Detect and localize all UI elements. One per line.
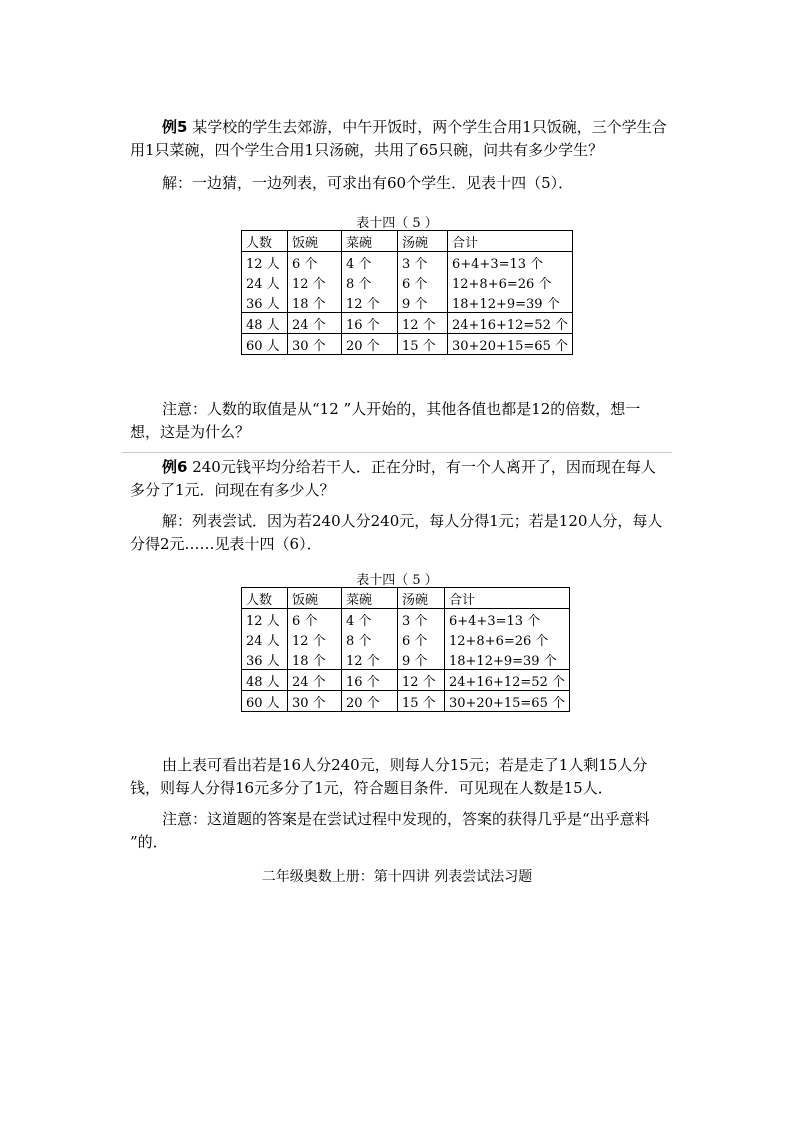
table-cell: 18 个 — [288, 649, 342, 670]
table-header: 汤碗 — [398, 231, 448, 252]
table-cell: 4 个 — [342, 609, 398, 630]
table-cell: 60 人 — [242, 691, 288, 712]
example-6-conclusion: 由上表可看出若是16人分240元，则每人分15元；若是走了1人剩15人分钱，则每人分得16元多分了1元，符合题目条件．可见现在人数是15人． — [130, 756, 648, 797]
table-cell: 15 个 — [398, 334, 448, 355]
table-cell: 12 个 — [342, 292, 398, 313]
table-row — [242, 670, 570, 691]
table-header: 合计 — [445, 588, 570, 609]
table-cell: 24 人 — [242, 629, 288, 649]
table-cell: 6 个 — [398, 272, 448, 292]
table-cell: 30 个 — [288, 334, 342, 355]
table-row — [242, 231, 573, 252]
table-cell: 9 个 — [398, 292, 448, 313]
table-cell: 18 个 — [288, 292, 342, 313]
table-cell: 15 个 — [398, 691, 445, 712]
table-cell: 48 人 — [242, 313, 288, 334]
table-cell: 36 人 — [242, 649, 288, 670]
table-cell: 12 人 — [242, 609, 288, 630]
table-2-caption: 表十四（ 5 ） — [356, 573, 438, 588]
table-cell: 20 个 — [342, 334, 398, 355]
table-cell: 12 个 — [398, 313, 448, 334]
table-row — [242, 609, 570, 630]
table-header: 菜碗 — [342, 231, 398, 252]
table-cell: 24+16+12=52 个 — [445, 670, 570, 691]
example-6-problem — [130, 456, 670, 502]
example-5-problem — [130, 116, 670, 162]
table-cell: 12 个 — [398, 670, 445, 691]
table-cell: 3 个 — [398, 252, 448, 273]
table-cell: 12+8+6=26 个 — [445, 629, 570, 649]
table-cell: 9 个 — [398, 649, 445, 670]
table-row — [242, 588, 570, 609]
table-header: 菜碗 — [342, 588, 398, 609]
table-cell: 36 人 — [242, 292, 288, 313]
table-cell: 12 个 — [288, 272, 342, 292]
table-cell: 4 个 — [342, 252, 398, 273]
table-cell: 8 个 — [342, 629, 398, 649]
table-2 — [241, 587, 570, 712]
table-row — [242, 334, 573, 355]
table-cell: 24 人 — [242, 272, 288, 292]
table-cell: 6 个 — [398, 629, 445, 649]
table-header: 人数 — [242, 231, 288, 252]
table-row — [242, 272, 573, 292]
example-6-text: 240元钱平均分给若干人．正在分时，有一个人离开了，因而现在每人多分了1元．问现在有多少人？ — [130, 458, 656, 499]
table-cell: 18+12+9=39 个 — [445, 649, 570, 670]
table-cell: 24 个 — [288, 313, 342, 334]
table-row — [242, 313, 573, 334]
table-header: 饭碗 — [288, 588, 342, 609]
table-header: 汤碗 — [398, 588, 445, 609]
table-cell: 24 个 — [288, 670, 342, 691]
example-5-solution: 解：一边猜，一边列表，可求出有60个学生．见表十四（5）． — [162, 174, 574, 192]
table-row — [242, 629, 570, 649]
table-cell: 30+20+15=65 个 — [445, 691, 570, 712]
example-6-label: 例6 — [162, 458, 188, 476]
example-5-label: 例5 — [162, 118, 188, 136]
table-cell: 60 人 — [242, 334, 288, 355]
table-cell: 30+20+15=65 个 — [448, 334, 573, 355]
table-row — [242, 252, 573, 273]
table-cell: 12 人 — [242, 252, 288, 273]
table-cell: 6+4+3=13 个 — [448, 252, 573, 273]
table-row — [242, 292, 573, 313]
table-cell: 3 个 — [398, 609, 445, 630]
table-cell: 6 个 — [288, 609, 342, 630]
table-cell: 8 个 — [342, 272, 398, 292]
table-1 — [241, 230, 573, 355]
table-cell: 12+8+6=26 个 — [448, 272, 573, 292]
table-header: 饭碗 — [288, 231, 342, 252]
example-6-note: 注意：这道题的答案是在尝试过程中发现的，答案的获得几乎是“出乎意料 ”的． — [130, 810, 650, 851]
table-header: 人数 — [242, 588, 288, 609]
table-cell: 48 人 — [242, 670, 288, 691]
table-header: 合计 — [448, 231, 573, 252]
page-footer: 二年级奥数上册：第十四讲 列表尝试法习题 — [261, 869, 533, 885]
example-5-text: 某学校的学生去郊游，中午开饭时，两个学生合用1只饭碗，三个学生合用1只菜碗，四个学生合用1只汤碗，共用了65只碗，问共有多少学生？ — [130, 118, 667, 159]
table-cell: 6+4+3=13 个 — [445, 609, 570, 630]
table-1-caption: 表十四（ 5 ） — [356, 216, 438, 231]
table-cell: 20 个 — [342, 691, 398, 712]
table-cell: 18+12+9=39 个 — [448, 292, 573, 313]
table-cell: 6 个 — [288, 252, 342, 273]
table-cell: 30 个 — [288, 691, 342, 712]
section-divider — [122, 452, 672, 453]
example-5-note: 注意：人数的取值是从“12 ”人开始的，其他各值也都是12的倍数，想一想，这是为什么？ — [130, 400, 641, 441]
table-row — [242, 691, 570, 712]
example-6-solution: 解：列表尝试．因为若240人分240元，每人分得1元；若是120人分，每人分得2元……见表十四（6）． — [130, 512, 663, 553]
table-cell: 16 个 — [342, 313, 398, 334]
table-cell: 16 个 — [342, 670, 398, 691]
table-cell: 12 个 — [288, 629, 342, 649]
table-cell: 12 个 — [342, 649, 398, 670]
table-row — [242, 649, 570, 670]
table-cell: 24+16+12=52 个 — [448, 313, 573, 334]
